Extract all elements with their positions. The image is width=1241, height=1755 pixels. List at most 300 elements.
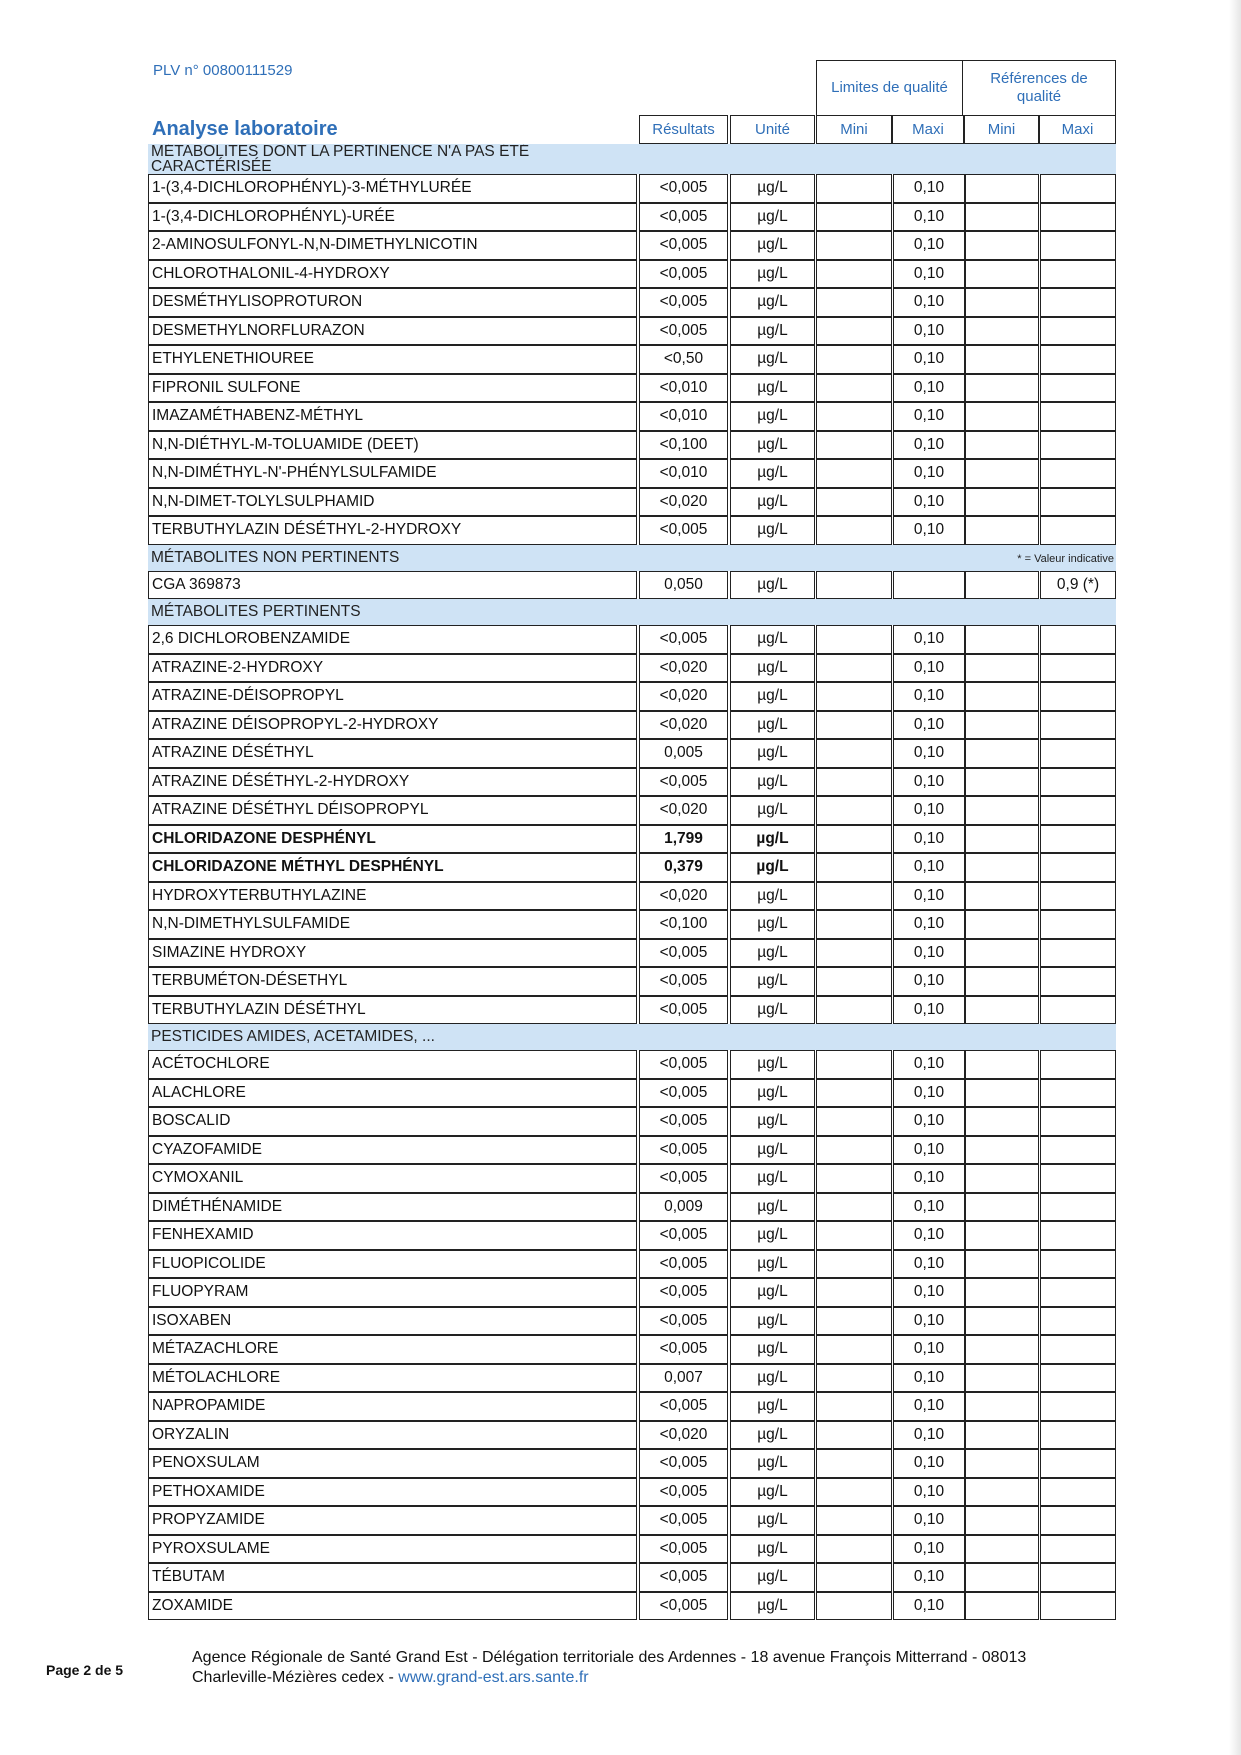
result-value: <0,020 <box>639 682 728 711</box>
result-value: <0,005 <box>639 996 728 1025</box>
page-edge-shadow <box>1229 0 1241 1755</box>
unit-value: µg/L <box>730 1335 815 1364</box>
unit-value: µg/L <box>730 231 815 260</box>
unit-value: µg/L <box>730 1421 815 1450</box>
result-value: 0,007 <box>639 1364 728 1393</box>
limit-mini <box>816 1164 892 1193</box>
table-row <box>148 967 1116 996</box>
limit-mini <box>816 1250 892 1279</box>
substance-name: 1-(3,4-DICHLOROPHÉNYL)-URÉE <box>148 203 637 232</box>
limit-mini <box>816 1278 892 1307</box>
section-header <box>148 144 1116 174</box>
table-row <box>148 654 1116 683</box>
limit-mini <box>816 1107 892 1136</box>
section-title: MÉTABOLITES DONT LA PERTINENCE N'A PAS ÉTÉ CARACTÉRISÉE <box>151 144 530 174</box>
limit-maxi: 0,10 <box>893 967 965 996</box>
limit-maxi: 0,10 <box>893 1136 965 1165</box>
table-row <box>148 1050 1116 1079</box>
footer-website-link[interactable]: www.grand-est.ars.sante.fr <box>398 1669 589 1686</box>
substance-name: DESMETHYLNORFLURAZON <box>148 317 637 346</box>
reference-mini <box>965 431 1039 460</box>
reference-maxi <box>1040 1307 1116 1336</box>
reference-maxi <box>1040 374 1116 403</box>
reference-maxi <box>1040 739 1116 768</box>
table-row <box>148 939 1116 968</box>
limit-maxi: 0,10 <box>893 374 965 403</box>
substance-name: MÉTOLACHLORE <box>148 1364 637 1393</box>
unit-value: µg/L <box>730 1506 815 1535</box>
reference-maxi <box>1040 882 1116 911</box>
limit-maxi: 0,10 <box>893 796 965 825</box>
substance-name: ZOXAMIDE <box>148 1592 637 1621</box>
result-value: <0,010 <box>639 459 728 488</box>
limit-mini <box>816 1136 892 1165</box>
result-value: <0,005 <box>639 260 728 289</box>
table-row <box>148 260 1116 289</box>
table-row <box>148 488 1116 517</box>
reference-maxi <box>1040 654 1116 683</box>
limit-maxi: 0,10 <box>893 1364 965 1393</box>
limit-maxi: 0,10 <box>893 1307 965 1336</box>
substance-name: PENOXSULAM <box>148 1449 637 1478</box>
substance-name: TERBUTHYLAZIN DÉSÉTHYL <box>148 996 637 1025</box>
reference-maxi <box>1040 682 1116 711</box>
substance-name: BOSCALID <box>148 1107 637 1136</box>
limit-mini <box>816 317 892 346</box>
unit-value: µg/L <box>730 317 815 346</box>
limit-maxi: 0,10 <box>893 488 965 517</box>
reference-maxi <box>1040 625 1116 654</box>
substance-name: FIPRONIL SULFONE <box>148 374 637 403</box>
reference-maxi <box>1040 910 1116 939</box>
reference-maxi <box>1040 768 1116 797</box>
substance-name: N,N-DIÉTHYL-M-TOLUAMIDE (DEET) <box>148 431 637 460</box>
reference-maxi <box>1040 825 1116 854</box>
reference-maxi <box>1040 1193 1116 1222</box>
references-qualite-header: Références de qualité <box>962 60 1116 116</box>
limit-mini <box>816 571 892 600</box>
result-value: <0,005 <box>639 1563 728 1592</box>
limites-qualite-header: Limites de qualité <box>816 60 963 116</box>
unit-value: µg/L <box>730 288 815 317</box>
table-row <box>148 1250 1116 1279</box>
reference-maxi <box>1040 174 1116 203</box>
reference-mini <box>965 317 1039 346</box>
reference-maxi <box>1040 1506 1116 1535</box>
result-value: <0,005 <box>639 1079 728 1108</box>
reference-mini <box>965 1221 1039 1250</box>
substance-name: DIMÉTHÉNAMIDE <box>148 1193 637 1222</box>
substance-name: ORYZALIN <box>148 1421 637 1450</box>
limit-mini <box>816 288 892 317</box>
substance-name: PETHOXAMIDE <box>148 1478 637 1507</box>
substance-name: DESMÉTHYLISOPROTURON <box>148 288 637 317</box>
limit-mini <box>816 1592 892 1621</box>
limit-maxi: 0,10 <box>893 1563 965 1592</box>
limit-maxi: 0,10 <box>893 1478 965 1507</box>
reference-mini <box>965 459 1039 488</box>
limit-mini <box>816 1449 892 1478</box>
reference-mini <box>965 1136 1039 1165</box>
substance-name: ISOXABEN <box>148 1307 637 1336</box>
limit-mini <box>816 459 892 488</box>
substance-name: FENHEXAMID <box>148 1221 637 1250</box>
unit-value: µg/L <box>730 967 815 996</box>
result-value: 1,799 <box>639 825 728 854</box>
substance-name: CHLOROTHALONIL-4-HYDROXY <box>148 260 637 289</box>
limit-mini <box>816 1392 892 1421</box>
limit-mini <box>816 910 892 939</box>
reference-maxi <box>1040 711 1116 740</box>
reference-mini <box>965 825 1039 854</box>
unit-value: µg/L <box>730 1592 815 1621</box>
substance-name: CHLORIDAZONE DESPHÉNYL <box>148 825 637 854</box>
limit-maxi: 0,10 <box>893 431 965 460</box>
limit-mini <box>816 431 892 460</box>
limit-maxi: 0,10 <box>893 1079 965 1108</box>
reference-mini <box>965 1421 1039 1450</box>
reference-maxi <box>1040 796 1116 825</box>
table-row <box>148 1421 1116 1450</box>
limit-mini <box>816 739 892 768</box>
table-row <box>148 174 1116 203</box>
table-row <box>148 516 1116 545</box>
unit-value: µg/L <box>730 374 815 403</box>
reference-mini <box>965 1079 1039 1108</box>
limit-mini <box>816 853 892 882</box>
table-row <box>148 231 1116 260</box>
col-ref-mini: Mini <box>964 115 1039 144</box>
result-value: <0,005 <box>639 231 728 260</box>
reference-mini <box>965 231 1039 260</box>
limit-maxi: 0,10 <box>893 739 965 768</box>
result-value: 0,050 <box>639 571 728 600</box>
reference-maxi <box>1040 1164 1116 1193</box>
reference-mini <box>965 1563 1039 1592</box>
substance-name: 2-AMINOSULFONYL-N,N-DIMETHYLNICOTIN <box>148 231 637 260</box>
reference-maxi <box>1040 853 1116 882</box>
reference-mini <box>965 1535 1039 1564</box>
reference-mini <box>965 939 1039 968</box>
limit-mini <box>816 1421 892 1450</box>
substance-name: N,N-DIMET-TOLYLSULPHAMID <box>148 488 637 517</box>
limit-maxi: 0,10 <box>893 882 965 911</box>
reference-maxi <box>1040 345 1116 374</box>
limit-mini <box>816 967 892 996</box>
limit-maxi: 0,10 <box>893 768 965 797</box>
table-row <box>148 1478 1116 1507</box>
page-number: Page 2 de 5 <box>46 1662 124 1678</box>
reference-mini <box>965 768 1039 797</box>
reference-maxi <box>1040 1449 1116 1478</box>
limit-maxi: 0,10 <box>893 682 965 711</box>
limit-maxi: 0,10 <box>893 231 965 260</box>
unit-value: µg/L <box>730 625 815 654</box>
table-row <box>148 682 1116 711</box>
limit-maxi: 0,10 <box>893 996 965 1025</box>
substance-name: TÉBUTAM <box>148 1563 637 1592</box>
analyse-title: Analyse laboratoire <box>152 118 338 140</box>
reference-maxi <box>1040 1050 1116 1079</box>
table-row <box>148 768 1116 797</box>
substance-name: MÉTAZACHLORE <box>148 1335 637 1364</box>
section-header <box>148 545 1116 571</box>
table-row <box>148 1136 1116 1165</box>
footer-city: Charleville-Mézières cedex - <box>192 1669 399 1686</box>
reference-mini <box>965 654 1039 683</box>
table-row <box>148 203 1116 232</box>
substance-name: PYROXSULAME <box>148 1535 637 1564</box>
col-maxi: Maxi <box>892 115 964 144</box>
reference-mini <box>965 1449 1039 1478</box>
unit-value: µg/L <box>730 825 815 854</box>
unit-value: µg/L <box>730 682 815 711</box>
reference-maxi <box>1040 1592 1116 1621</box>
reference-maxi <box>1040 1392 1116 1421</box>
result-value: 0,379 <box>639 853 728 882</box>
limit-maxi: 0,10 <box>893 459 965 488</box>
col-ref-maxi: Maxi <box>1039 115 1116 144</box>
table-row <box>148 1506 1116 1535</box>
limit-maxi <box>893 571 965 600</box>
table-row <box>148 1221 1116 1250</box>
substance-name: ATRAZINE DÉSÉTHYL-2-HYDROXY <box>148 768 637 797</box>
reference-mini <box>965 571 1039 600</box>
table-row <box>148 1535 1116 1564</box>
unit-value: µg/L <box>730 1250 815 1279</box>
limit-mini <box>816 825 892 854</box>
reference-mini <box>965 1364 1039 1393</box>
limit-mini <box>816 1506 892 1535</box>
unit-value: µg/L <box>730 488 815 517</box>
result-value: 0,005 <box>639 739 728 768</box>
reference-mini <box>965 488 1039 517</box>
reference-maxi <box>1040 1079 1116 1108</box>
result-value: <0,020 <box>639 711 728 740</box>
limit-mini <box>816 682 892 711</box>
result-value: <0,020 <box>639 796 728 825</box>
unit-value: µg/L <box>730 1107 815 1136</box>
limit-maxi: 0,10 <box>893 260 965 289</box>
unit-value: µg/L <box>730 711 815 740</box>
limit-mini <box>816 1079 892 1108</box>
footer-line-1: Agence Régionale de Santé Grand Est - Délégation territoriale des Ardennes - 18 avenue François Mitterrand - 08013 <box>192 1649 1027 1666</box>
unit-value: µg/L <box>730 1079 815 1108</box>
result-value: <0,005 <box>639 1136 728 1165</box>
table-row <box>148 402 1116 431</box>
result-value: <0,005 <box>639 1164 728 1193</box>
result-value: <0,020 <box>639 882 728 911</box>
limit-maxi: 0,10 <box>893 317 965 346</box>
table-row <box>148 996 1116 1025</box>
reference-mini <box>965 1506 1039 1535</box>
reference-mini <box>965 260 1039 289</box>
reference-maxi <box>1040 1478 1116 1507</box>
limit-maxi: 0,10 <box>893 516 965 545</box>
plv-number: PLV n° 00800111529 <box>153 62 293 79</box>
table-row <box>148 1278 1116 1307</box>
result-value: <0,005 <box>639 317 728 346</box>
limit-mini <box>816 1563 892 1592</box>
unit-value: µg/L <box>730 768 815 797</box>
result-value: <0,020 <box>639 1421 728 1450</box>
reference-mini <box>965 1278 1039 1307</box>
limit-maxi: 0,10 <box>893 1164 965 1193</box>
limit-mini <box>816 796 892 825</box>
table-row <box>148 1364 1116 1393</box>
table-row <box>148 459 1116 488</box>
col-mini: Mini <box>816 115 892 144</box>
substance-name: 2,6 DICHLOROBENZAMIDE <box>148 625 637 654</box>
substance-name: IMAZAMÉTHABENZ-MÉTHYL <box>148 402 637 431</box>
result-value: <0,020 <box>639 654 728 683</box>
reference-mini <box>965 967 1039 996</box>
table-row <box>148 288 1116 317</box>
result-value: <0,005 <box>639 1335 728 1364</box>
reference-mini <box>965 1107 1039 1136</box>
section-note: * = Valeur indicative <box>1017 552 1114 565</box>
reference-maxi <box>1040 1278 1116 1307</box>
reference-maxi <box>1040 1221 1116 1250</box>
substance-name: TERBUTHYLAZIN DÉSÉTHYL-2-HYDROXY <box>148 516 637 545</box>
unit-value: µg/L <box>730 996 815 1025</box>
result-value: <0,005 <box>639 625 728 654</box>
limit-maxi: 0,10 <box>893 345 965 374</box>
result-value: <0,005 <box>639 967 728 996</box>
limit-mini <box>816 516 892 545</box>
table-row <box>148 1392 1116 1421</box>
result-value: <0,005 <box>639 939 728 968</box>
substance-name: CGA 369873 <box>148 571 637 600</box>
reference-mini <box>965 1335 1039 1364</box>
limit-maxi: 0,10 <box>893 1421 965 1450</box>
table-row <box>148 1307 1116 1336</box>
reference-mini <box>965 203 1039 232</box>
reference-maxi <box>1040 488 1116 517</box>
reference-mini <box>965 625 1039 654</box>
reference-mini <box>965 1478 1039 1507</box>
table-row <box>148 882 1116 911</box>
limit-mini <box>816 203 892 232</box>
reference-mini <box>965 1592 1039 1621</box>
reference-maxi <box>1040 288 1116 317</box>
table-row <box>148 796 1116 825</box>
limit-maxi: 0,10 <box>893 203 965 232</box>
reference-mini <box>965 1392 1039 1421</box>
limit-maxi: 0,10 <box>893 1050 965 1079</box>
unit-value: µg/L <box>730 174 815 203</box>
substance-name: ATRAZINE DÉISOPROPYL-2-HYDROXY <box>148 711 637 740</box>
reference-mini <box>965 516 1039 545</box>
result-value: <0,100 <box>639 910 728 939</box>
substance-name: ATRAZINE-DÉISOPROPYL <box>148 682 637 711</box>
result-value: <0,005 <box>639 1535 728 1564</box>
substance-name: FLUOPICOLIDE <box>148 1250 637 1279</box>
limit-mini <box>816 625 892 654</box>
limit-maxi: 0,10 <box>893 1221 965 1250</box>
section-title: MÉTABOLITES NON PERTINENTS <box>151 548 400 566</box>
result-value: <0,020 <box>639 488 728 517</box>
substance-name: ACÉTOCHLORE <box>148 1050 637 1079</box>
result-value: <0,010 <box>639 402 728 431</box>
limit-mini <box>816 1050 892 1079</box>
unit-value: µg/L <box>730 1221 815 1250</box>
substance-name: ALACHLORE <box>148 1079 637 1108</box>
result-value: <0,005 <box>639 768 728 797</box>
limit-maxi: 0,10 <box>893 910 965 939</box>
limit-maxi: 0,10 <box>893 1107 965 1136</box>
limit-maxi: 0,10 <box>893 1592 965 1621</box>
limit-mini <box>816 1535 892 1564</box>
substance-name: ETHYLENETHIOUREE <box>148 345 637 374</box>
result-value: <0,005 <box>639 1449 728 1478</box>
substance-name: PROPYZAMIDE <box>148 1506 637 1535</box>
result-value: <0,005 <box>639 1278 728 1307</box>
limit-mini <box>816 996 892 1025</box>
table-row <box>148 625 1116 654</box>
reference-mini <box>965 853 1039 882</box>
unit-value: µg/L <box>730 260 815 289</box>
unit-value: µg/L <box>730 1392 815 1421</box>
reference-mini <box>965 910 1039 939</box>
unit-value: µg/L <box>730 882 815 911</box>
reference-mini <box>965 288 1039 317</box>
result-value: <0,005 <box>639 1221 728 1250</box>
table-row <box>148 1164 1116 1193</box>
substance-name: N,N-DIMETHYLSULFAMIDE <box>148 910 637 939</box>
limit-maxi: 0,10 <box>893 288 965 317</box>
limit-maxi: 0,10 <box>893 1278 965 1307</box>
limit-mini <box>816 768 892 797</box>
reference-maxi <box>1040 1364 1116 1393</box>
result-value: <0,100 <box>639 431 728 460</box>
substance-name: CYMOXANIL <box>148 1164 637 1193</box>
limit-maxi: 0,10 <box>893 711 965 740</box>
unit-value: µg/L <box>730 1278 815 1307</box>
reference-maxi <box>1040 516 1116 545</box>
unit-value: µg/L <box>730 796 815 825</box>
table-row <box>148 431 1116 460</box>
reference-maxi <box>1040 1107 1116 1136</box>
reference-mini <box>965 374 1039 403</box>
unit-value: µg/L <box>730 910 815 939</box>
limit-maxi: 0,10 <box>893 1335 965 1364</box>
unit-value: µg/L <box>730 739 815 768</box>
limit-maxi: 0,10 <box>893 1250 965 1279</box>
table-row <box>148 1107 1116 1136</box>
substance-name: 1-(3,4-DICHLOROPHÉNYL)-3-MÉTHYLURÉE <box>148 174 637 203</box>
col-resultats: Résultats <box>639 115 728 144</box>
table-row <box>148 1563 1116 1592</box>
result-value: <0,010 <box>639 374 728 403</box>
table-row <box>148 825 1116 854</box>
reference-mini <box>965 1193 1039 1222</box>
limit-maxi: 0,10 <box>893 174 965 203</box>
table-row <box>148 1592 1116 1621</box>
unit-value: µg/L <box>730 1535 815 1564</box>
table-row <box>148 711 1116 740</box>
section-title: PESTICIDES AMIDES, ACETAMIDES, ... <box>151 1028 435 1045</box>
unit-value: µg/L <box>730 516 815 545</box>
limit-maxi: 0,10 <box>893 625 965 654</box>
limit-maxi: 0,10 <box>893 939 965 968</box>
section-title: MÉTABOLITES PERTINENTS <box>151 603 361 620</box>
limit-maxi: 0,10 <box>893 1535 965 1564</box>
reference-maxi <box>1040 203 1116 232</box>
limit-maxi: 0,10 <box>893 825 965 854</box>
limit-mini <box>816 1193 892 1222</box>
reference-maxi <box>1040 1421 1116 1450</box>
